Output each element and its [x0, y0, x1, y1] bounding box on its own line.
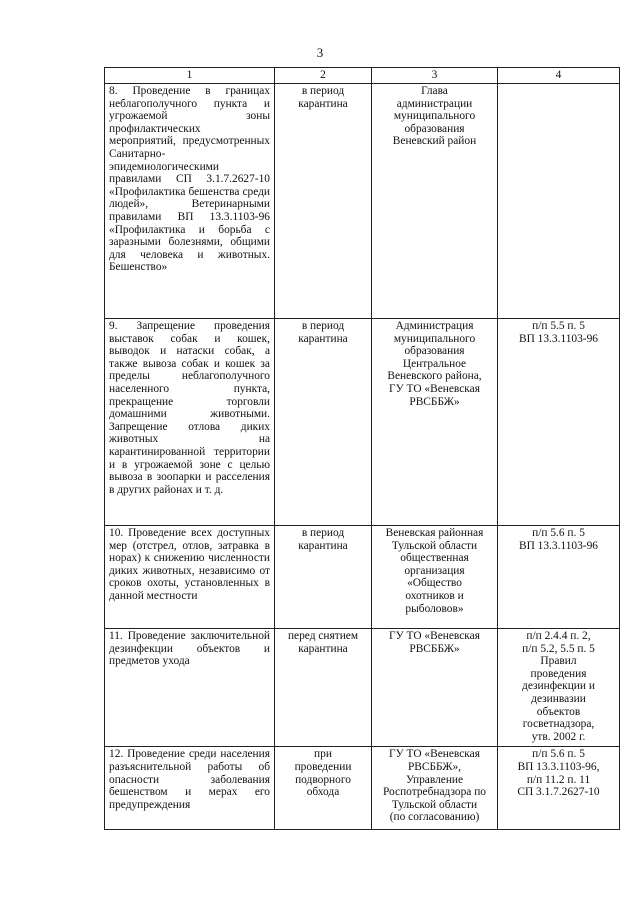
- measure-cell: 8. Проведение в границах неблагополучного пункта и угрожаемой зоны профилактических мероприятий, предусмотренных Санитарно-эпидемиологическими правилами СП 3.1.7.2627-10 «Профилактика бешенства среди людей», Ветеринарными правилами ВП 13.3.1103-96 «Профилактика и борьба с заразными болезнями, общими для человека и животных. Бешенство»: [105, 84, 275, 319]
- reference-cell: п/п 5.6 п. 5 ВП 13.3.1103-96: [498, 526, 620, 629]
- table-row: [105, 747, 620, 830]
- measure-cell: 10. Проведение всех доступных мер (отстрел, отлов, затравка в норах) к снижению численности диких животных, независимо от сроков охоты, установленных в данной местности: [105, 526, 275, 629]
- period-cell: перед снятием карантина: [275, 629, 372, 747]
- table-row: [105, 84, 620, 319]
- column-header: 2: [275, 68, 372, 84]
- page-number: 3: [316, 45, 324, 60]
- measure-cell: 12. Проведение среди населения разъяснительной работы об опасности заболевания бешенством и мерах его предупреждения: [105, 747, 275, 830]
- reference-cell: п/п 5.6 п. 5 ВП 13.3.1103-96, п/п 11.2 п. 11 СП 3.1.7.2627-10: [498, 747, 620, 830]
- table-row: [105, 319, 620, 526]
- period-cell: в период карантина: [275, 319, 372, 526]
- column-header: 1: [105, 68, 275, 84]
- table-header-row: [105, 68, 620, 84]
- table-row: [105, 526, 620, 629]
- reference-cell: п/п 5.5 п. 5 ВП 13.3.1103-96: [498, 319, 620, 526]
- responsible-cell: Веневская районная Тульской области общественная организация «Общество охотников и рыболовов»: [372, 526, 498, 629]
- column-header: 4: [498, 68, 620, 84]
- responsible-cell: Администрация муниципального образования Центральное Веневского района, ГУ ТО «Веневская РВСББЖ»: [372, 319, 498, 526]
- responsible-cell: ГУ ТО «Веневская РВСББЖ», Управление Роспотребнадзора по Тульской области (по согласованию): [372, 747, 498, 830]
- reference-cell: [498, 84, 620, 319]
- table-row: [105, 629, 620, 747]
- responsible-cell: Глава администрации муниципального образования Веневский район: [372, 84, 498, 319]
- period-cell: в период карантина: [275, 526, 372, 629]
- measures-table: [104, 67, 620, 830]
- measure-cell: 11. Проведение заключительной дезинфекции объектов и предметов ухода: [105, 629, 275, 747]
- measure-cell: 9. Запрещение проведения выставок собак и кошек, выводок и натаски собак, а также вывоза собак и кошек за пределы неблагополучного населенного пункта, прекращение торговли домашними животными. Запрещение отлова диких животных на карантинированной территории и в угрожаемой зоне с целью вывоза в зоопарки и расселения в других районах и т. д.: [105, 319, 275, 526]
- column-header: 3: [372, 68, 498, 84]
- responsible-cell: ГУ ТО «Веневская РВСББЖ»: [372, 629, 498, 747]
- reference-cell: п/п 2.4.4 п. 2, п/п 5.2, 5.5 п. 5 Правил проведения дезинфекции и дезинвазии объектов госветнадзора, утв. 2002 г.: [498, 629, 620, 747]
- period-cell: в период карантина: [275, 84, 372, 319]
- period-cell: при проведении подворного обхода: [275, 747, 372, 830]
